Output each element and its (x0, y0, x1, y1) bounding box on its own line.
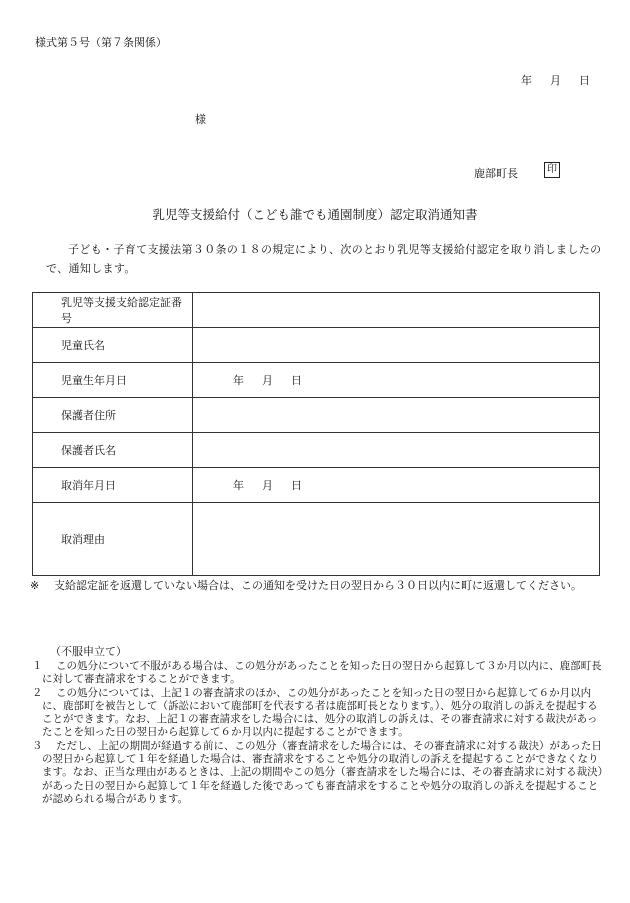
cancel-date-field[interactable] (193, 468, 600, 503)
guardian-address-field[interactable] (193, 398, 600, 433)
table-row (33, 503, 600, 576)
table-row (33, 398, 600, 433)
row-label-guardian-address: 保護者住所 (33, 398, 193, 433)
cert-number-field[interactable] (193, 293, 600, 328)
note-text: 支給認定証を返還していない場合は、この通知を受けた日の翌日から３０日以内に町に返還してください。 (54, 579, 582, 592)
date-day-label: 日 (579, 74, 590, 87)
birth-day-label: 日 (291, 374, 302, 387)
table-row (33, 433, 600, 468)
appeal-item-text: この処分について不服がある場合は、この処分があったことを知った日の翌日から起算して３か月以内に、鹿部町長に対して審査請求をすることができます。 (42, 660, 602, 686)
guardian-name-field[interactable] (193, 433, 600, 468)
table-row (33, 293, 600, 328)
cancel-year-label: 年 (233, 479, 244, 492)
list-item (32, 740, 604, 806)
appeal-list (32, 660, 604, 806)
document-title: 乳児等支援給付（こども誰でも通園制度）認定取消通知書 (152, 207, 478, 222)
form-number: 様式第５号（第７条関係） (35, 36, 167, 49)
certificate-table (32, 292, 600, 576)
list-item (32, 660, 604, 687)
note-mark: ※ (30, 579, 40, 592)
child-name-field[interactable] (193, 328, 600, 363)
date-month-label: 月 (550, 74, 561, 87)
list-item (32, 687, 604, 740)
appeal-item-number: １ (32, 660, 43, 672)
addressee-suffix: 様 (195, 113, 206, 126)
row-label-child-birthdate: 児童生年月日 (33, 363, 193, 398)
row-label-cancel-date: 取消年月日 (33, 468, 193, 503)
cancel-reason-field[interactable] (193, 503, 600, 576)
appeal-item-number: ２ (32, 686, 43, 699)
sender-name: 鹿部町長 (474, 167, 518, 180)
child-birthdate-field[interactable] (193, 363, 600, 398)
appeal-item-text: ただし、上記の期間が経過する前に、この処分（審査請求をした場合には、その審査請求に対する裁決）があった日の翌日から起算して１年を経過した場合は、審査請求をすることや処分の取消しの訴えを提起することができなくなります。なお、正当な理由があるときは、上記の期間やこの処分（審査請求をした場合には、その審査請求に対する裁決）があった日の翌日から起算して１年を経過した後であっても審査請求をすることや処分の取消しの訴えを提起することが認められる場合があります。 (42, 739, 603, 805)
table-row (33, 328, 600, 363)
return-notice (30, 577, 600, 594)
date-year-label: 年 (521, 74, 532, 87)
birth-month-label: 月 (262, 374, 273, 387)
appeal-item-number: ３ (32, 739, 43, 752)
appeal-item-text: この処分については、上記１の審査請求のほか、この処分があったことを知った日の翌日から起算して６か月以内に、鹿部町を被告として（訴訟において鹿部町を代表する者は鹿部町長となります。）、処分の取消しの訴えを提起することができます。なお、上記１の審査請求をした場合には、処分の取消しの訴えは、その審査請求に対する裁決があったことを知った日の翌日から起算して６か月以内に提起することができます。 (42, 686, 598, 739)
appeal-heading: （不服申立て） (50, 645, 127, 658)
birth-year-label: 年 (233, 374, 244, 387)
intro-paragraph: 子ども・子育て支援法第３０条の１８の規定により、次のとおり乳児等支援給付認定を取り消しましたので、通知します。 (46, 243, 602, 275)
row-label-cancel-reason: 取消理由 (33, 503, 193, 576)
seal-mark: 印 (544, 162, 560, 178)
row-label-child-name: 児童氏名 (33, 328, 193, 363)
row-label-cert-number: 乳児等支援支給認定証番号 (33, 293, 193, 328)
table-row (33, 363, 600, 398)
cancel-day-label: 日 (291, 479, 302, 492)
table-row (33, 468, 600, 503)
issue-date (503, 72, 590, 88)
row-label-guardian-name: 保護者氏名 (33, 433, 193, 468)
cancel-month-label: 月 (262, 479, 273, 492)
